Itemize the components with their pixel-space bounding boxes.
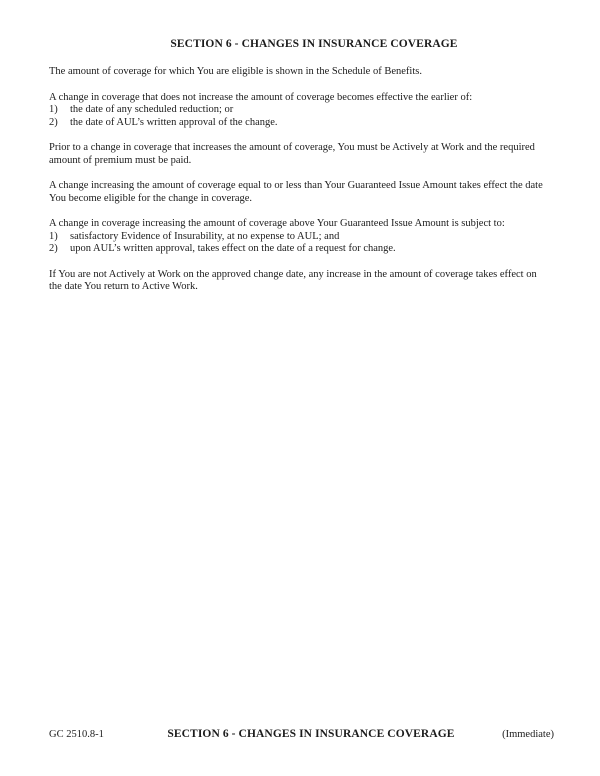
paragraph-line: amount of premium must be paid. [49,154,192,166]
page-footer [49,728,554,741]
paragraph-line: You become eligible for the change in coverage. [49,192,253,204]
paragraph-intro: A change in coverage increasing the amount of coverage above Your Guaranteed Issue Amount is subject to: [49,218,505,229]
paragraph-return-to-active-work [49,269,579,294]
paragraph-intro: A change in coverage that does not increase the amount of coverage becomes effective the earlier of: [49,91,473,103]
list-item-text: upon AUL’s written approval, takes effect on the date of a request for change. [70,243,396,254]
list-item-number: 1) [49,230,58,242]
list-item [49,117,579,130]
document-body [49,38,579,294]
paragraph-non-increasing-change [49,92,579,130]
paragraph-line: A change increasing the amount of coverage equal to or less than Your Guaranteed Issue Amount takes effect the date [49,180,543,191]
list-item-text: the date of any scheduled reduction; or [70,104,234,115]
list-item-text: the date of AUL’s written approval of the change. [70,116,278,128]
list-item [49,231,579,244]
paragraph-line: Prior to a change in coverage that increases the amount of coverage, You must be Actively at Work and the required [49,142,535,153]
list-item [49,243,579,256]
paragraph-eligibility: The amount of coverage for which You are eligible is shown in the Schedule of Benefits. [49,66,422,77]
footer-section-title: SECTION 6 - CHANGES IN INSURANCE COVERAGE [167,728,455,740]
paragraph-guaranteed-issue-equal [49,180,579,205]
list-item-text: satisfactory Evidence of Insurability, at no expense to AUL; and [70,230,340,242]
list-item-number: 2) [49,243,58,254]
paragraph-guaranteed-issue-above [49,218,579,256]
paragraph-actively-at-work [49,142,579,167]
section-title: SECTION 6 - CHANGES IN INSURANCE COVERAGE [170,38,458,50]
list-item-number: 1) [49,104,58,115]
footer-timing: (Immediate) [502,729,554,740]
paragraph-line: the date You return to Active Work. [49,281,198,292]
footer-doc-code: GC 2510.8-1 [49,729,104,740]
list-item [49,104,579,117]
list-item-number: 2) [49,116,58,128]
paragraph-line: If You are not Actively at Work on the approved change date, any increase in the amount of coverage takes effect on [49,268,537,280]
